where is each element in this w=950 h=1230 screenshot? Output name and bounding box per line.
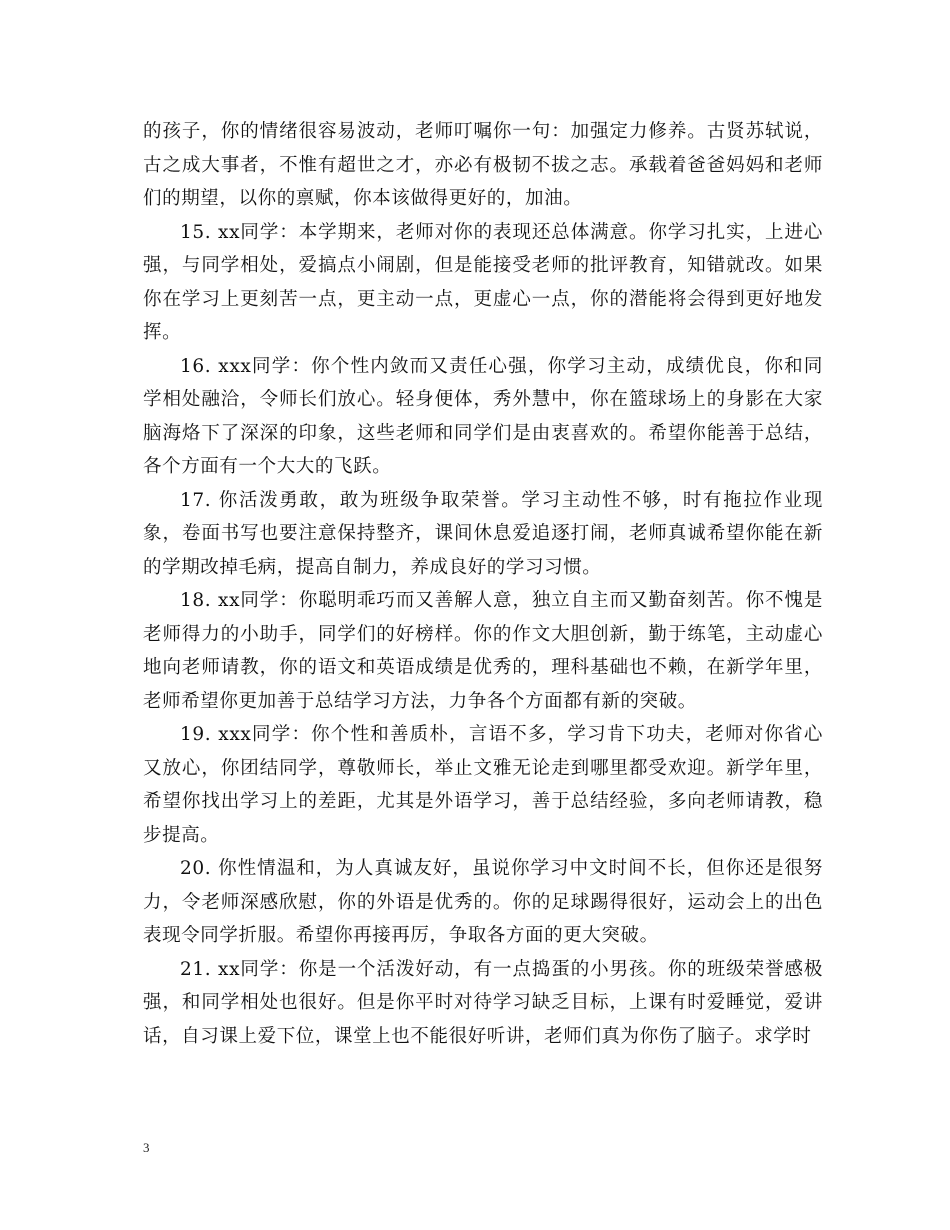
paragraph-comment-17: 17. 你活泼勇敢，敢为班级争取荣誉。学习主动性不够，时有拖拉作业现象，卷面书写也要注意保持整齐，课间休息爱追逐打闹，老师真诚希望你能在新的学期改掉毛病，提高自制力，养成良好的学习习惯。 [143,489,823,578]
paragraph-comment-15: 15. xx同学：本学期来，老师对你的表现还总体满意。你学习扎实，上进心强，与同学相处，爱搞点小闹剧，但是能接受老师的批评教育，知错就改。如果你在学习上更刻苦一点，更主动一点，更虚心一点，你的潜能将会得到更好地发挥。 [143,221,823,343]
body-text [143,115,823,1053]
paragraph: 的孩子，你的情绪很容易波动，老师叮嘱你一句：加强定力修养。古贤苏轼说，古之成大事者，不惟有超世之才，亦必有极韧不拔之志。承载着爸爸妈妈和老师们的期望，以你的禀赋，你本该做得更好的，加油。 [143,121,823,209]
page-number: 3 [143,1140,150,1155]
paragraph-comment-20: 20. 你性情温和，为人真诚友好，虽说你学习中文时间不长，但你还是很努力，令老师深感欣慰，你的外语是优秀的。你的足球踢得很好，运动会上的出色表现令同学折服。希望你再接再厉，争取各方面的更大突破。 [143,858,823,946]
paragraph-comment-16: 16. xxx同学：你个性内敛而又责任心强，你学习主动，成绩优良，你和同学相处融洽，令师长们放心。轻身便体，秀外慧中，你在篮球场上的身影在大家脑海烙下了深深的印象，这些老师和同学们是由衷喜欢的。希望你能善于总结，各个方面有一个大大的飞跃。 [143,355,823,477]
paragraph-comment-19: 19. xxx同学：你个性和善质朴，言语不多，学习肯下功夫，老师对你省心又放心，你团结同学，尊敬师长，举止文雅无论走到哪里都受欢迎。新学年里，希望你找出学习上的差距，尤其是外语学习，善于总结经验，多向老师请教，稳步提高。 [143,724,823,846]
paragraph-comment-18: 18. xx同学：你聪明乖巧而又善解人意，独立自主而又勤奋刻苦。你不愧是老师得力的小助手，同学们的好榜样。你的作文大胆创新，勤于练笔，主动虚心地向老师请教，你的语文和英语成绩是优秀的，理科基础也不赖，在新学年里，老师希望你更加善于总结学习方法，力争各个方面都有新的突破。 [143,590,823,712]
paragraph-comment-21: 21. xx同学：你是一个活泼好动，有一点捣蛋的小男孩。你的班级荣誉感极强，和同学相处也很好。但是你平时对待学习缺乏目标，上课有时爱睡觉，爱讲话，自习课上爱下位，课堂上也不能很好听讲，老师们真为你伤了脑子。求学时 [143,958,823,1047]
